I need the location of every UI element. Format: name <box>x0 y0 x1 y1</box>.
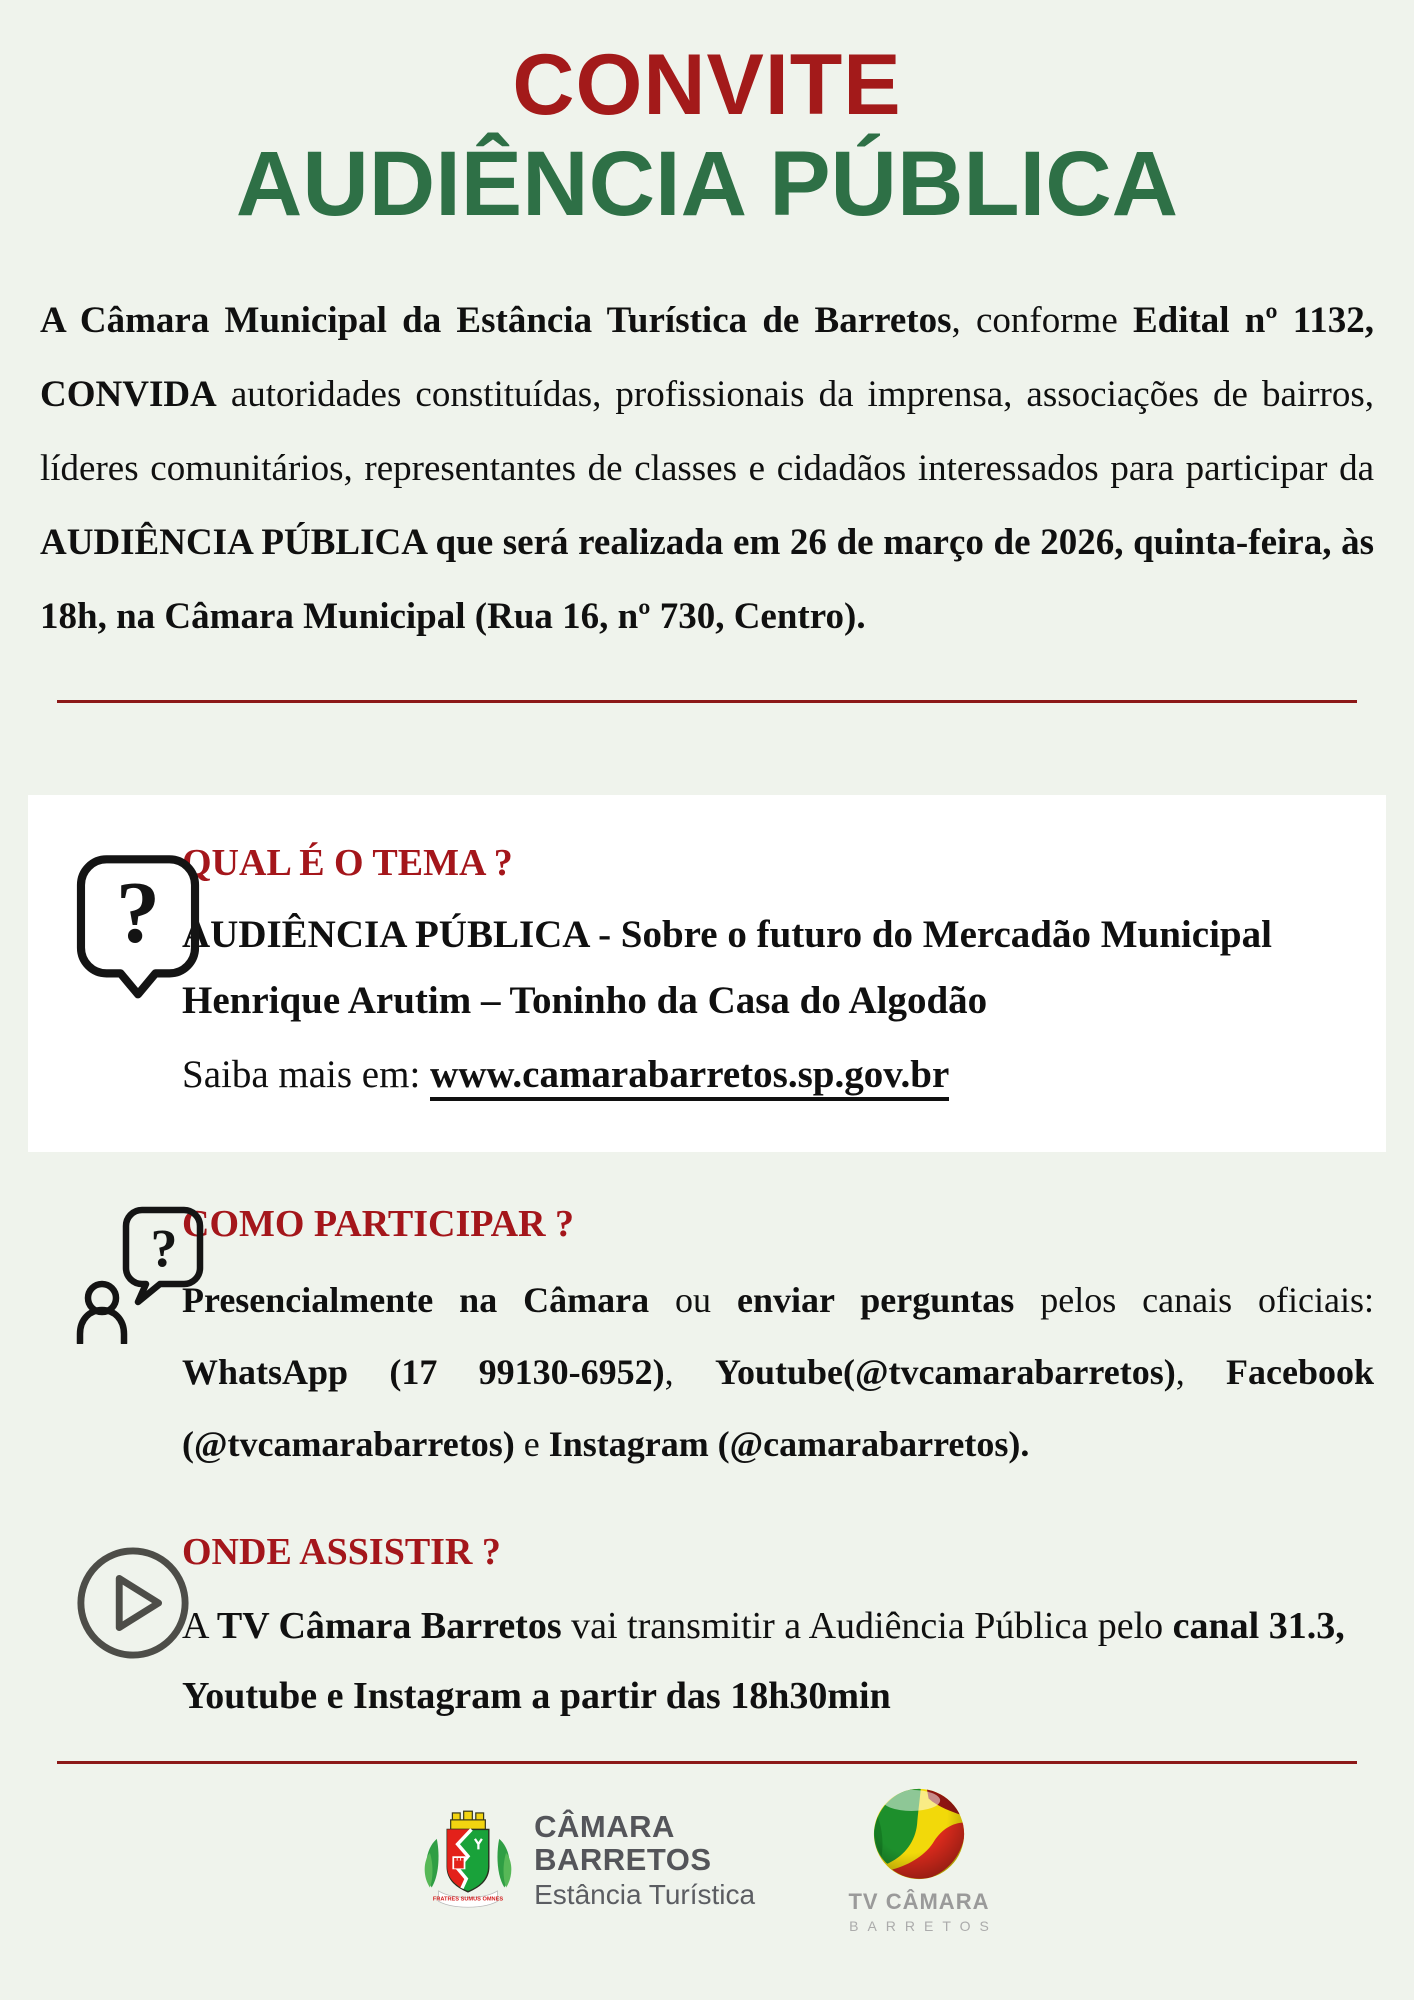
intro-segment: autoridades constituídas, profissionais da imprensa, associações de bairros, líderes comunitários, representantes de classes e cidadãos interessados para participar da <box>40 374 1374 489</box>
assistir-segment: vai transmitir a Audiência Pública pelo <box>561 1605 1173 1648</box>
svg-text:?: ? <box>115 863 161 962</box>
website-link[interactable]: www.camarabarretos.sp.gov.br <box>430 1053 949 1101</box>
question-bubble-icon <box>74 853 202 1008</box>
participar-segment: Presencialmente na Câmara <box>182 1279 650 1320</box>
page-title: CONVITE <box>512 37 902 133</box>
participar-segment: WhatsApp (17 99130-6952) <box>182 1351 665 1392</box>
tema-heading: QUAL É O TEMA ? <box>182 842 513 884</box>
divider-bottom <box>57 1761 1357 1764</box>
camara-crest-icon <box>416 1802 520 1919</box>
divider-top <box>57 700 1357 703</box>
assistir-segment: canal 31.3, Youtube e Instagram a partir das 18h30min <box>182 1605 1345 1718</box>
participar-segment: Youtube(@tvcamarabarretos) <box>714 1351 1176 1392</box>
participar-text <box>182 1264 1374 1480</box>
tv-logo-line2: BARRETOS <box>849 1918 998 1935</box>
camara-logo-text <box>534 1810 755 1911</box>
participar-segment: Facebook (@tvcamarabarretos) <box>182 1351 1375 1464</box>
participar-heading: COMO PARTICIPAR ? <box>182 1203 575 1246</box>
tv-camara-sphere-icon <box>871 1869 967 1886</box>
participar-section <box>28 1200 1386 1479</box>
camara-logo-line3: Estância Turística <box>534 1878 756 1910</box>
tema-panel <box>28 795 1386 1152</box>
person-question-icon <box>76 1202 206 1349</box>
play-icon <box>74 1544 192 1667</box>
participar-segment: , <box>1175 1351 1227 1392</box>
participar-segment: e <box>514 1423 549 1464</box>
participar-segment: Instagram (@camarabarretos). <box>548 1423 1030 1464</box>
intro-paragraph <box>40 284 1374 654</box>
participar-segment: pelos canais oficiais: <box>1014 1279 1374 1320</box>
assistir-segment: TV Câmara Barretos <box>216 1605 562 1648</box>
tv-logo-line1: TV CÂMARA <box>848 1889 990 1915</box>
footer <box>0 1786 1414 1934</box>
tema-link-line <box>182 1042 1374 1108</box>
intro-segment: AUDIÊNCIA PÚBLICA que será realizada em 26 de março de 2026, quinta-feira, às 18h, na Câmara Municipal (Rua 16, nº 730, Centro). <box>40 522 1374 637</box>
assistir-section <box>28 1528 1386 1731</box>
camara-logo-line2: BARRETOS <box>534 1841 712 1877</box>
assistir-segment: A <box>182 1605 217 1648</box>
svg-text:?: ? <box>150 1218 178 1279</box>
camara-logo-line1: CÂMARA <box>534 1808 675 1844</box>
intro-segment: A Câmara Municipal da Estância Turística de Barretos <box>40 300 952 341</box>
page-subtitle: AUDIÊNCIA PÚBLICA <box>235 133 1179 235</box>
participar-segment: , <box>664 1351 715 1392</box>
tema-text: AUDIÊNCIA PÚBLICA - Sobre o futuro do Mercadão Municipal Henrique Arutim – Toninho da Casa do Algodão <box>182 913 1272 1023</box>
crest-motto: FRATRES SUMUS OMNES <box>433 1896 504 1903</box>
participar-segment: ou <box>649 1279 737 1320</box>
saiba-label: Saiba mais em: <box>182 1053 431 1097</box>
participar-segment: enviar perguntas <box>736 1279 1015 1320</box>
assistir-text <box>182 1591 1374 1731</box>
intro-segment: , conforme <box>951 300 1133 341</box>
tv-camara-logo <box>840 1786 998 1934</box>
assistir-heading: ONDE ASSISTIR ? <box>182 1530 501 1573</box>
camara-barretos-logo <box>416 1802 755 1919</box>
intro-segment: Edital nº 1132, CONVIDA <box>40 300 1374 415</box>
